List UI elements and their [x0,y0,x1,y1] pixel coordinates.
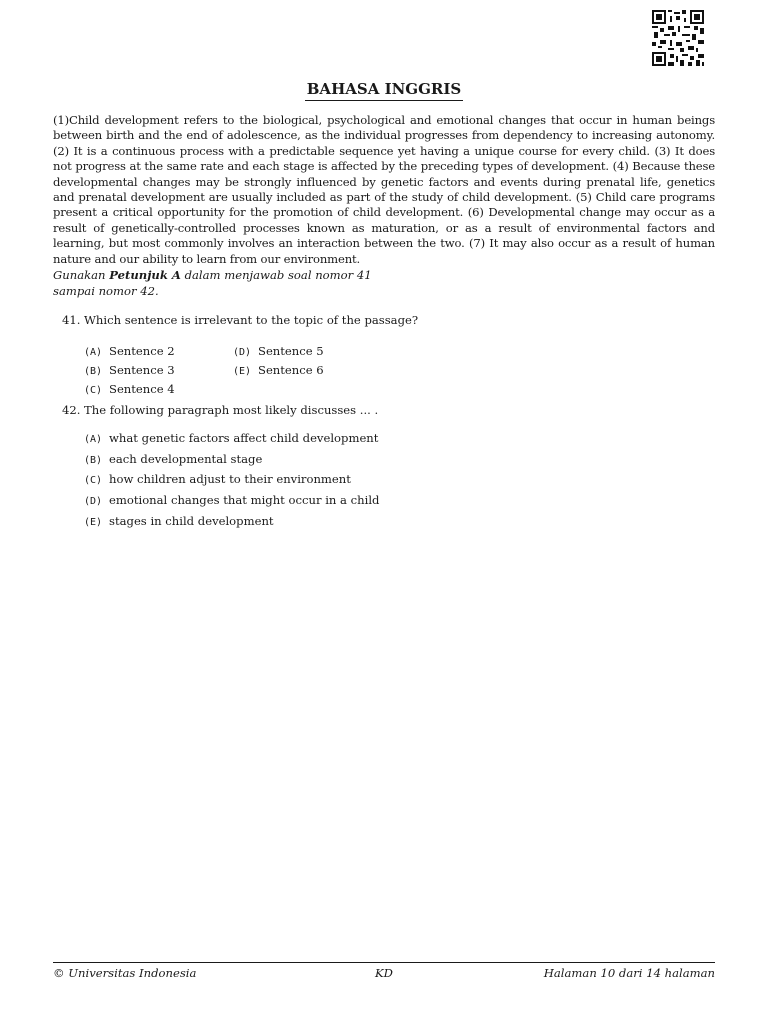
instruction-prefix: Gunakan [53,268,110,282]
option-42-c[interactable] [84,471,351,489]
footer-page-number: Halaman 10 dari 14 halaman [543,966,715,980]
option-41-e[interactable] [233,362,324,380]
option-text: what genetic factors affect child development [109,431,379,445]
option-text: Sentence 2 [109,344,175,358]
question-text: Which sentence is irrelevant to the topic of the passage? [84,313,419,327]
option-key: (B) [84,366,103,377]
option-text: Sentence 3 [109,363,175,377]
footer-copyright: © Universitas Indonesia [53,966,197,980]
instruction-suffix: dalam menjawab soal nomor 41 sampai nomor 42. [53,268,372,298]
question-text: The following paragraph most likely discusses ... . [84,403,379,417]
option-key: (B) [84,455,103,466]
option-key: (A) [84,347,103,358]
footer-divider [53,962,715,963]
option-text: each developmental stage [109,452,263,466]
option-key: (D) [84,496,103,507]
option-41-d[interactable] [233,343,324,361]
option-key: (A) [84,434,103,445]
option-key: (E) [233,366,252,377]
question-number: 42. [62,403,81,417]
option-41-a[interactable] [84,343,175,361]
question-number: 41. [62,313,81,327]
option-42-e[interactable] [84,513,274,531]
option-key: (D) [233,347,252,358]
qr-code-icon [652,10,704,66]
page-title-text: BAHASA INGGRIS [305,80,463,101]
question-42 [62,402,378,418]
option-42-a[interactable] [84,430,378,448]
reading-passage: (1)Child development refers to the biological, psychological and emotional changes that occur in human beings between birth and the end of adolescence, as the individual progresses from dependency to increasing autonomy. (2) It is a continuous process with a predictable sequence yet having a unique course for every child. (3) It does not progress at the same rate and each stage is affected by the preceding types of development. (4) Because these developmental changes may be strongly influenced by genetic factors and events during prenatal life, genetics and prenatal development are usually included as part of the study of child development. (5) Child care programs present a critical opportunity for the promotion of child development. (6) Developmental change may occur as a result of genetically-controlled processes known as maturation, or as a result of environmental factors and learning, but most commonly involves an interaction between the two. (7) It may also occur as a result of human nature and our ability to learn from our environment. [53,113,715,266]
option-text: emotional changes that might occur in a child [109,493,380,507]
option-text: how children adjust to their environment [109,472,351,486]
option-41-b[interactable] [84,362,175,380]
question-41 [62,312,418,328]
option-text: Sentence 5 [258,344,324,358]
option-key: (C) [84,475,103,486]
page-title [0,80,768,98]
option-key: (C) [84,385,103,396]
option-42-d[interactable] [84,492,379,510]
instruction-bold: Petunjuk A [109,268,181,282]
option-41-c[interactable] [84,381,175,399]
option-text: Sentence 4 [109,382,175,396]
option-text: Sentence 6 [258,363,324,377]
option-text: stages in child development [109,514,274,528]
footer-code: KD [375,966,393,980]
instruction-text [53,267,393,299]
option-key: (E) [84,517,103,528]
option-42-b[interactable] [84,451,262,469]
